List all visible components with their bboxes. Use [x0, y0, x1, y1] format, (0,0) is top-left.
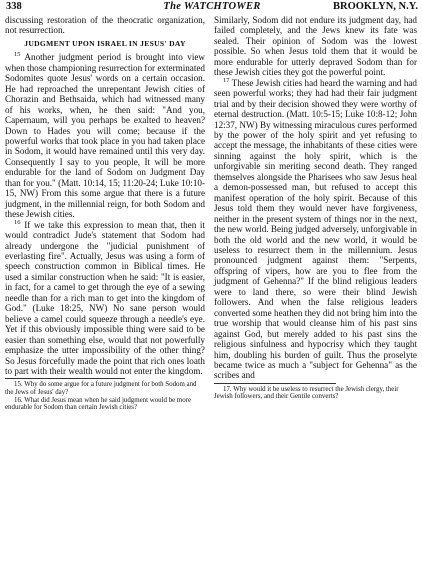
section-subheading: JUDGMENT UPON ISRAEL IN JESUS' DAY [24, 38, 186, 48]
paragraph-16 [5, 220, 205, 377]
paragraph-number: 15 [14, 51, 21, 59]
paragraph-text: Another judgment period is brought into view when those championing resurrection for exterminated Sodomites quote Jesus' words on a certain occasion. He had reproached the unrepentant Jewish cities of Chorazin and Bethsaida, which had witnessed many of his works, when, he then said: "And you, Capernaum, will you perhaps be exalted to heaven? Down to Hades you will come; because if the powerful works that took place in you had taken place in Sodom, it would have remained until this very day. Consequently I say to you people, It will be more endurable for the land of Sodom on Judgment Day than for you." (Matt. 10:14, 15; 11:20-24; Luke 10:10-15, NW) From this some argue that there is a future judgment, in the millennial reign, for both Sodom and these Jewish cities. [5, 52, 205, 220]
study-question-16: 16. What did Jesus mean when he said judgment would be more endurable for Sodom than certain Jewish cities? [5, 396, 192, 412]
study-question-17: 17. Why would it be useless to resurrect the Jewish clergy, their Jewish followers, and their Gentile converts? [214, 385, 399, 401]
paragraph-17 [214, 78, 417, 381]
footnote-divider [5, 378, 125, 379]
page-header [6, 1, 418, 14]
footnote-divider [214, 383, 336, 384]
continued-paragraph: discussing restoration of the theocratic organization, not resurrection. [5, 15, 205, 36]
continued-paragraph: Similarly, Sodom did not endure its judgment day, had failed completely, and the Jews knew its fate was sealed. Their opinion of Sodom was the lowest possible. So when Jesus told them that it would be more endurable for utterly depraved Sodom than for these Jewish cities they got the powerful point. [214, 15, 417, 78]
publication-location: BROOKLYN, N.Y. [333, 1, 418, 12]
paragraph-number: 16 [14, 218, 21, 226]
paragraph-text: These Jewish cities had heard the warning and had seen powerful works; they had had their fair judgment trial and by their decision showed they were worthy of eternal destruction. (Matt. 10:5-15; Luke 10:8-12; John 12:37, NW) By witnessing miraculous cures performed by the power of the holy spirit and yet refusing to accept the message, the inhabitants of these cities were sinning against the holy spirit, which is the unforgivable sin meriting second death. They ranged themselves alongside the Pharisees who saw Jesus heal a demon-possessed man, but refused to accept this manifest operation of the holy spirit. Because of this Jesus told them they would never have forgiveness, neither in the present system of things nor in the next, the new world. Being judged adversely, unforgivable in both the old world and the new world, it would be useless to resurrect them in the millennium. Jesus pronounced judgment against them: "Serpents, offspring of vipers, how are you to flee from the judgment of Gehenna?" If the blind religious leaders were to land there, so were their blind Jewish followers. And when the false religious leaders converted some heathen they did not bring him into the true worship that would cleanse him of his past sins against God, but merely added to his past sins the religious sinfulness and hypocrisy which they taught him, doubling his burden of guilt. Thus the proselyte became twice as much a "subject for Gehenna" as the scribes and [214, 77, 417, 381]
paragraph-number: 17 [223, 76, 230, 84]
paragraph-15 [5, 52, 205, 219]
magazine-title: The WATCHTOWER [163, 1, 261, 12]
right-column [214, 15, 417, 401]
paragraph-text: If we take this expression to mean that, then it would contradict Jude's statement that Sodom had already undergone the "judicial punishment of everlasting fire". Actually, Jesus was using a form of speech construction common in Biblical times. He used a similar construction when he said: "It is easier, in fact, for a camel to get through the eye of a sewing needle than for a rich man to get into the kingdom of God." (Luke 18:25, NW) No sane person would believe a camel could squeeze through a needle's eye. Yet if this obviously impossible thing were said to be easier than something else, would that not powerfully emphasize the utter impossibility of the other thing? So Jesus forcefully made the point that rich ones loath to part with their wealth would not enter the kingdom. [5, 219, 206, 376]
left-column [5, 15, 205, 412]
page-number: 338 [6, 1, 22, 12]
study-question-15: 15. Why do some argue for a future judgment for both Sodom and the Jews of Jesus' day? [5, 381, 197, 396]
